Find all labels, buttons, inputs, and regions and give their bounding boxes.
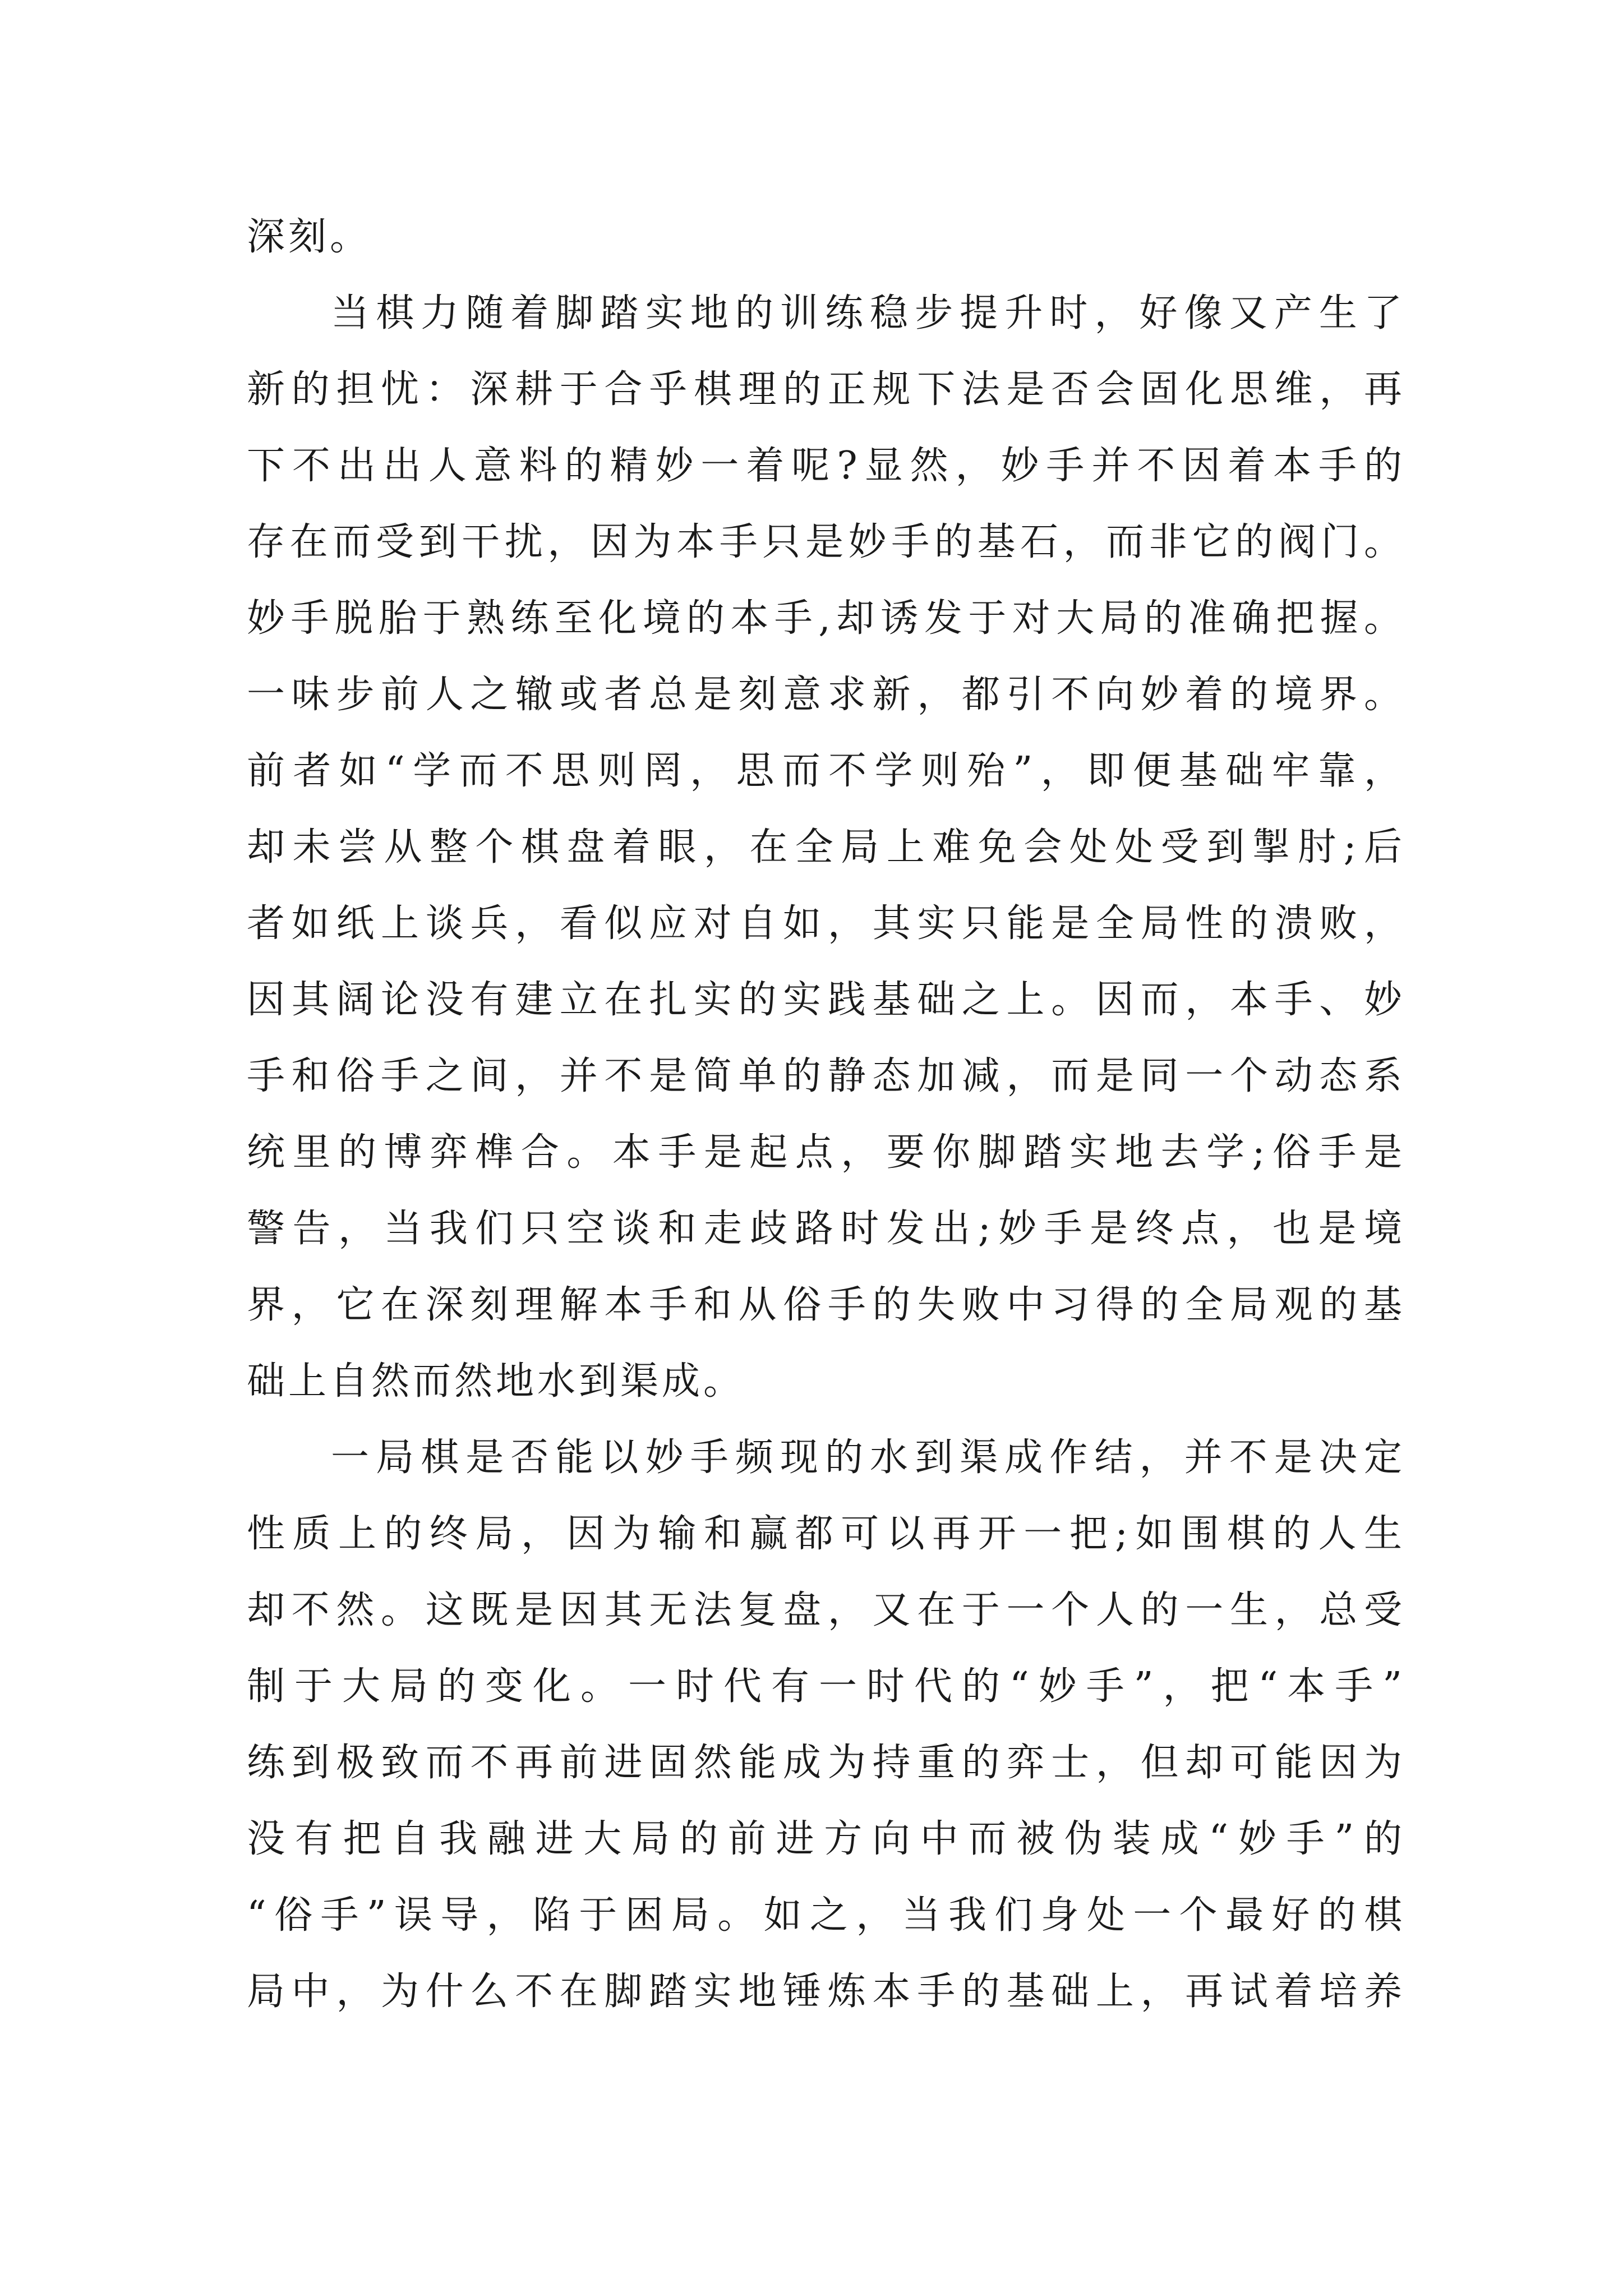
text-line: 界，它在深刻理解本手和从俗手的失败中习得的全局观的基 [247,1283,1402,1327]
paragraph-first-line: 一局棋是否能以妙手频现的水到渠成作结，并不是决定 [331,1435,1402,1480]
text-line: 者如纸上谈兵，看似应对自如，其实只能是全局性的溃败， [247,901,1402,946]
text-line: 下不出出人意料的精妙一着呢?显然，妙手并不因着本手的 [247,444,1402,488]
text-line: 性质上的终局，因为输和赢都可以再开一把;如围棋的人生 [247,1512,1402,1556]
text-line: 却不然。这既是因其无法复盘，又在于一个人的一生，总受 [247,1588,1402,1632]
text-line: 制于大局的变化。一时代有一时代的“妙手”，把“本手” [247,1664,1402,1709]
text-line: 深刻。 [247,215,372,259]
text-line: 练到极致而不再前进固然能成为持重的弈士，但却可能因为 [247,1741,1402,1785]
text-line: 却未尝从整个棋盘着眼，在全局上难免会处处受到掣肘;后 [247,825,1402,869]
text-line: “俗手”误导，陷于困局。如之，当我们身处一个最好的棋 [247,1893,1402,1938]
text-line: 局中，为什么不在脚踏实地锤炼本手的基础上，再试着培养 [247,1970,1402,2014]
text-line: 妙手脱胎于熟练至化境的本手,却诱发于对大局的准确把握。 [247,596,1402,641]
text-line: 统里的博弈榫合。本手是起点，要你脚踏实地去学;俗手是 [247,1130,1402,1175]
text-line: 警告，当我们只空谈和走歧路时发出;妙手是终点，也是境 [247,1207,1402,1251]
text-line: 手和俗手之间，并不是简单的静态加减，而是同一个动态系 [247,1054,1402,1098]
text-line: 没有把自我融进大局的前进方向中而被伪装成“妙手”的 [247,1817,1402,1861]
paragraph-first-line: 当棋力随着脚踏实地的训练稳步提升时，好像又产生了 [331,291,1402,335]
text-line: 新的担忧：深耕于合乎棋理的正规下法是否会固化思维，再 [247,367,1402,412]
text-line: 前者如“学而不思则罔，思而不学则殆”，即便基础牢靠， [247,749,1402,793]
paragraph-last-line: 础上自然而然地水到渠成。 [247,1359,745,1404]
text-line: 因其阔论没有建立在扎实的实践基础之上。因而，本手、妙 [247,978,1402,1022]
text-line: 一味步前人之辙或者总是刻意求新，都引不向妙着的境界。 [247,673,1402,717]
text-line: 存在而受到干扰，因为本手只是妙手的基石，而非它的阀门。 [247,520,1402,564]
essay-text [247,199,1402,2030]
